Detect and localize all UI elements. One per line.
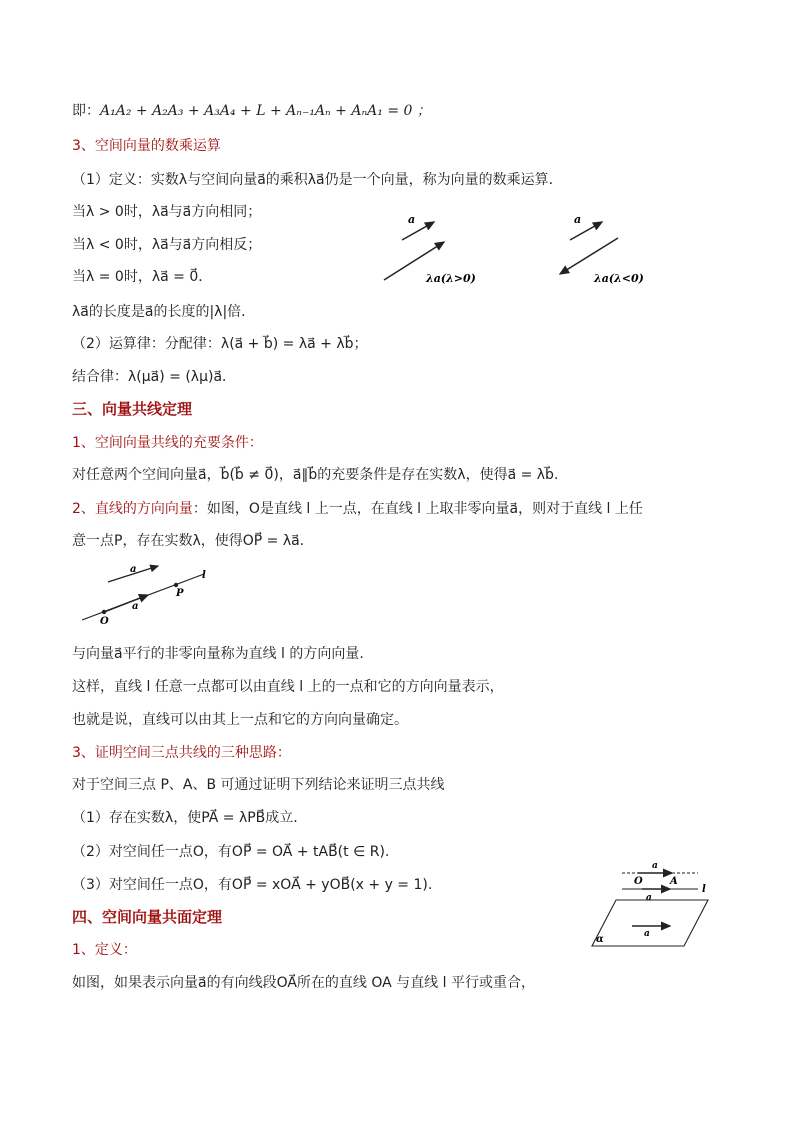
vector-lambda-a-arrow xyxy=(560,238,618,274)
length-rule: λa⃗的长度是a⃗的长度的|λ|倍． xyxy=(72,304,256,320)
vector-sum-formula xyxy=(72,101,431,121)
direction-vector-paragraph xyxy=(72,499,643,519)
direction-vector-label: 2、直线的方向向量 xyxy=(72,501,193,517)
figure-scalar-negative xyxy=(552,208,692,290)
vector-a-free-label: a xyxy=(130,564,137,575)
direction-vector-text: ：如图，O是直线 l 上一点，在直线 l 上取非零向量a⃗，则对于直线 l 上任 xyxy=(192,501,643,517)
associative-law: 结合律：λ(μa⃗) = (λμ)a⃗． xyxy=(72,369,237,385)
vector-a-label: a xyxy=(574,213,582,226)
subsection-collinear-condition: 1、空间向量共线的充要条件： xyxy=(72,435,263,451)
point-a-label: A xyxy=(670,876,678,887)
collinear-condition-text: 对任意两个空间向量a⃗，b⃗(b⃗ ≠ 0⃗)，a⃗∥b⃗的充要条件是存在实数λ，使得a⃗ = λb⃗. xyxy=(72,467,559,483)
plane-alpha-label: α xyxy=(596,934,604,945)
figure-coplanar xyxy=(586,856,716,948)
three-points-intro: 对于空间三点 P、A、B 可通过证明下列结论来证明三点共线 xyxy=(72,777,445,793)
section-heading-coplanar: 四、空间向量共面定理 xyxy=(72,908,223,926)
line-representation: 这样，直线 l 任意一点都可以由直线 l 上的一点和它的方向向量表示， xyxy=(72,679,504,695)
method-3: （3）对空间任一点O，有OP⃗ = xOA⃗ + yOB⃗(x + y = 1). xyxy=(72,877,433,893)
vector-a-arrow xyxy=(402,222,434,240)
lambda-a-label: λa(λ<0) xyxy=(594,272,644,285)
negative-case: 当λ < 0时，λa⃗与a⃗方向相反； xyxy=(72,237,262,253)
section-3-title: 3、空间向量的数乘运算 xyxy=(72,138,221,154)
lambda-a-label: λa(λ>0) xyxy=(426,272,476,285)
definition-1: （1）定义：实数λ与空间向量a⃗的乘积λa⃗仍是一个向量，称为向量的数乘运算． xyxy=(72,172,563,188)
point-o-label: O xyxy=(634,876,643,887)
vector-a-label: a xyxy=(408,213,416,226)
formula-math: A₁A₂ + A₂A₃ + A₃A₄ + L + Aₙ₋₁Aₙ + AₙA₁ = 0 ； xyxy=(100,103,431,119)
distributive-law: （2）运算律：分配律：λ(a⃗ + b⃗) = λa⃗ + λb⃗； xyxy=(72,336,368,352)
line-determination: 也就是说，直线可以由其上一点和它的方向向量确定。 xyxy=(72,712,408,728)
zero-case: 当λ = 0时，λa⃗ = 0⃗． xyxy=(72,269,213,285)
vector-a-on-line-label: a xyxy=(132,601,139,612)
coplanar-definition-text: 如图，如果表示向量a⃗的有向线段OA⃗所在的直线 OA 与直线 l 平行或重合， xyxy=(72,975,535,991)
subsection-three-points: 3、证明空间三点共线的三种思路： xyxy=(72,745,291,761)
line-l-label: l xyxy=(702,884,706,895)
vector-oa-label: a xyxy=(652,861,658,871)
point-p-label: P xyxy=(176,588,184,599)
vector-in-plane-label: a xyxy=(644,929,650,939)
point-p xyxy=(174,583,178,587)
vector-a-on-line-arrow xyxy=(104,595,148,612)
point-o-label: O xyxy=(100,616,109,626)
positive-case: 当λ > 0时，λa⃗与a⃗方向相同； xyxy=(72,204,262,220)
method-1: （1）存在实数λ，使PA⃗ = λPB⃗成立. xyxy=(72,810,298,826)
subsection-definition: 1、定义： xyxy=(72,942,137,958)
line-l-label: l xyxy=(202,570,206,581)
figure-scalar-positive xyxy=(378,208,508,290)
point-o xyxy=(102,610,106,614)
method-2: （2）对空间任一点O，有OP⃗ = OA⃗ + tAB⃗(t ∈ R). xyxy=(72,844,390,860)
formula-prefix: 即： xyxy=(72,103,100,119)
vector-on-l-label: a xyxy=(646,893,652,903)
direction-vector-definition: 与向量a⃗平行的非零向量称为直线 l 的方向向量. xyxy=(72,646,364,662)
figure-direction-vector xyxy=(78,560,218,626)
plane-alpha xyxy=(592,900,708,946)
section-heading-collinear: 三、向量共线定理 xyxy=(72,400,193,418)
direction-vector-text-2: 意一点P，存在实数λ，使得OP⃗ = λa⃗. xyxy=(72,533,305,549)
